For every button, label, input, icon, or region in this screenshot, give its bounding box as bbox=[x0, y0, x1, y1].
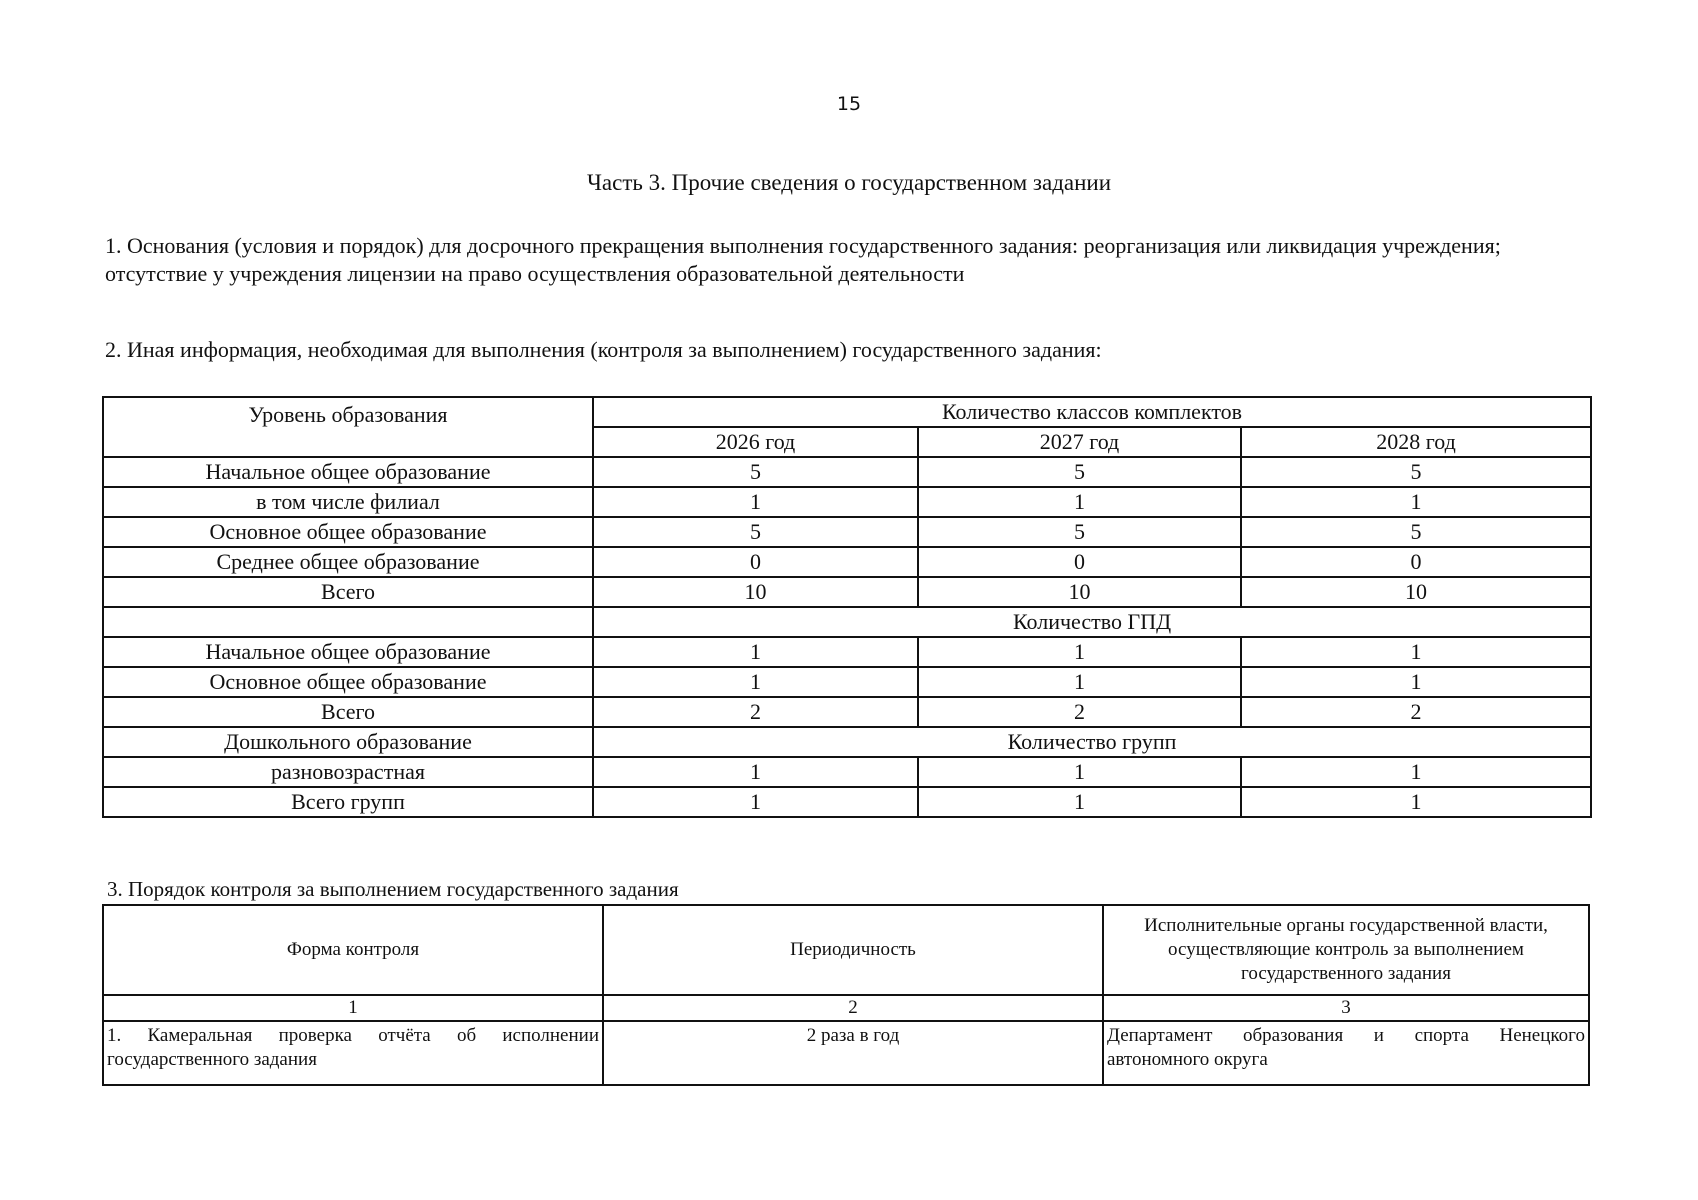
cell-value: 0 bbox=[1241, 547, 1591, 577]
table-row bbox=[103, 757, 1591, 787]
cell-value: 1 bbox=[918, 667, 1241, 697]
column-number: 1 bbox=[103, 995, 603, 1021]
row-label: Основное общее образование bbox=[103, 667, 593, 697]
cell-value: 1 bbox=[918, 487, 1241, 517]
cell-value: 5 bbox=[593, 457, 918, 487]
row-label: Начальное общее образование bbox=[103, 637, 593, 667]
education-levels-table bbox=[102, 396, 1592, 818]
cell-value: 10 bbox=[1241, 577, 1591, 607]
table-header-row bbox=[103, 397, 1591, 427]
cell-value: 2 bbox=[593, 697, 918, 727]
table-row bbox=[103, 697, 1591, 727]
cell-value: 1 bbox=[1241, 667, 1591, 697]
page-number: 15 bbox=[836, 93, 862, 115]
row-label: в том числе филиал bbox=[103, 487, 593, 517]
cell-value: 5 bbox=[593, 517, 918, 547]
cell-value: 1 bbox=[593, 787, 918, 817]
header-year: 2026 год bbox=[593, 427, 918, 457]
preschool-label: Дошкольного образование bbox=[103, 727, 593, 757]
cell-value: 0 bbox=[918, 547, 1241, 577]
section-2-text: 2. Иная информация, необходимая для выполнения (контроля за выполнением) государственного задания: bbox=[105, 337, 1102, 362]
control-form-cell: 1. Камеральная проверка отчёта об исполнении государственного задания bbox=[103, 1021, 603, 1085]
cell-value: 10 bbox=[918, 577, 1241, 607]
cell-value: 0 bbox=[593, 547, 918, 577]
section-3-title: 3. Порядок контроля за выполнением государственного задания bbox=[107, 877, 679, 901]
cell-value: 1 bbox=[1241, 787, 1591, 817]
header-class-count: Количество классов комплектов bbox=[593, 397, 1591, 427]
table-subheader-row bbox=[103, 607, 1591, 637]
header-group-count: Количество групп bbox=[593, 727, 1591, 757]
table-row bbox=[103, 637, 1591, 667]
column-numbers-row bbox=[103, 995, 1589, 1021]
header-year: 2028 год bbox=[1241, 427, 1591, 457]
cell-value: 1 bbox=[1241, 757, 1591, 787]
header-authorities: Исполнительные органы государственной власти, осуществляющие контроль за выполнением государственного задания bbox=[1103, 905, 1589, 995]
column-number: 3 bbox=[1103, 995, 1589, 1021]
table-row bbox=[103, 487, 1591, 517]
part-title: Часть 3. Прочие сведения о государственном задании bbox=[586, 170, 1112, 195]
cell-value: 1 bbox=[918, 637, 1241, 667]
table-row bbox=[103, 667, 1591, 697]
cell-value: 1 bbox=[593, 667, 918, 697]
cell-value: 1 bbox=[593, 637, 918, 667]
header-gpd-count: Количество ГПД bbox=[593, 607, 1591, 637]
cell-value: 2 bbox=[918, 697, 1241, 727]
row-label: Всего групп bbox=[103, 787, 593, 817]
section-1-text: 1. Основания (условия и порядок) для досрочного прекращения выполнения государственного задания: реорганизация или ликвидация учреждения; отсутствие у учреждения лицензии на право осуществления образовательной деятельности bbox=[105, 233, 1501, 286]
cell-value: 1 bbox=[593, 757, 918, 787]
header-year: 2027 год bbox=[918, 427, 1241, 457]
table-row bbox=[103, 547, 1591, 577]
cell-value: 1 bbox=[918, 787, 1241, 817]
table-row bbox=[103, 517, 1591, 547]
table-row bbox=[103, 457, 1591, 487]
cell-value: 5 bbox=[918, 457, 1241, 487]
control-procedure-table bbox=[102, 904, 1590, 1086]
cell-value: 5 bbox=[1241, 517, 1591, 547]
cell-value: 10 bbox=[593, 577, 918, 607]
periodicity-cell: 2 раза в год bbox=[603, 1021, 1103, 1085]
row-label: Основное общее образование bbox=[103, 517, 593, 547]
empty-cell bbox=[103, 607, 593, 637]
column-number: 2 bbox=[603, 995, 1103, 1021]
header-education-level: Уровень образования bbox=[103, 397, 593, 457]
row-label: Среднее общее образование bbox=[103, 547, 593, 577]
cell-value: 1 bbox=[593, 487, 918, 517]
table-row bbox=[103, 577, 1591, 607]
table-subheader-row bbox=[103, 727, 1591, 757]
cell-value: 5 bbox=[1241, 457, 1591, 487]
table-header-row bbox=[103, 905, 1589, 995]
row-label: разновозрастная bbox=[103, 757, 593, 787]
cell-value: 2 bbox=[1241, 697, 1591, 727]
table-row bbox=[103, 787, 1591, 817]
row-label: Начальное общее образование bbox=[103, 457, 593, 487]
header-control-form: Форма контроля bbox=[103, 905, 603, 995]
authority-cell: Департамент образования и спорта Ненецкого автономного округа bbox=[1103, 1021, 1589, 1085]
header-periodicity: Периодичность bbox=[603, 905, 1103, 995]
table-row bbox=[103, 1021, 1589, 1085]
cell-value: 1 bbox=[1241, 637, 1591, 667]
cell-value: 1 bbox=[918, 757, 1241, 787]
row-label: Всего bbox=[103, 577, 593, 607]
row-label: Всего bbox=[103, 697, 593, 727]
cell-value: 5 bbox=[918, 517, 1241, 547]
cell-value: 1 bbox=[1241, 487, 1591, 517]
